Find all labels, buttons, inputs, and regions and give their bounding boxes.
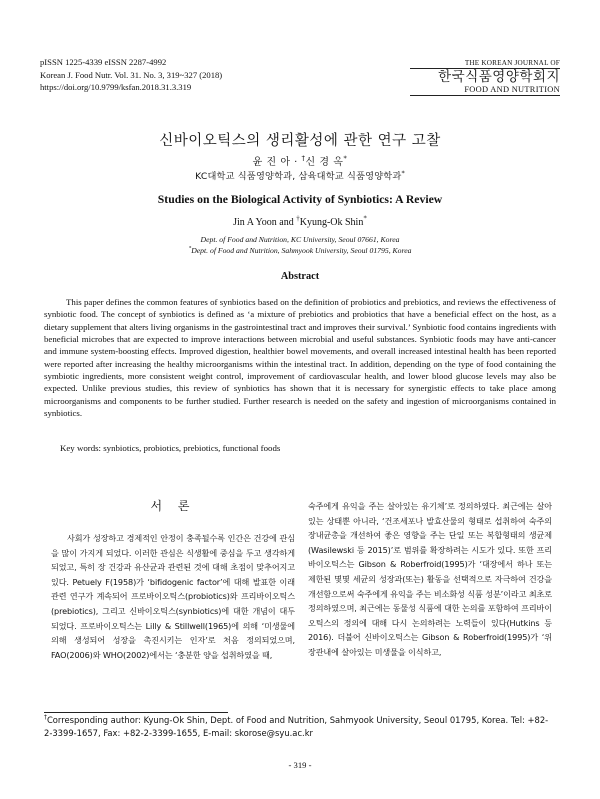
footnote-rule	[44, 712, 228, 713]
body-column-right: 숙주에게 유익을 주는 살아있는 유기체’로 정의하였다. 최근에는 살아있는 상태뿐 아니라, ‘건조세포나 발효산물의 형태로 섭취하여 숙주의 장내균총을 개선하여 좋은 영향을 주는 단일 또는 복합형태의 생균제(Wasilewski 등 2015)’로 범위를 확장하려는 시도가 있다. 또한 프리바이오틱스는 Gibson & Roberfroid(1995)가 ‘대장에서 하나 또는 제한된 몇몇 세균의 성장과(또는) 활동을 선택적으로 자극하여 건강을 개선함으로써 숙주에게 유익을 주는 비소화성 식품 성분’이라고 최초로 정의하였으며, 최근에는 동물성 식품에 대한 논의를 포함하여 프리바이오틱스의 정의에 대해 다시 논의하려는 노력들이 있다(Hutkins 등 2016). 더불어 신바이오틱스는 Gibson & Roberfroid(1995)가 ‘위장관내에 살아있는 미생물을 이식하고,	[308, 501, 552, 657]
affiliation-mark: *	[363, 214, 367, 223]
author-en-2: Kyung-Ok Shin	[299, 217, 364, 228]
corresponding-mark: †	[301, 154, 306, 163]
title-korean: 신바이오틱스의 생리활성에 관한 연구 고찰	[159, 133, 441, 149]
author-ko-2: 신 경 옥	[305, 157, 344, 168]
authors-korean	[0, 153, 600, 168]
affiliation-english	[0, 234, 600, 256]
affiliation-mark: *	[188, 245, 192, 252]
doi-link[interactable]: https://doi.org/10.9799/ksfan.2018.31.3.319	[40, 82, 192, 92]
section-heading-introduction: 서 론	[150, 499, 196, 513]
citation-line: Korean J. Food Nutr. Vol. 31. No. 3, 319~327 (2018)	[40, 69, 223, 80]
journal-logo	[410, 59, 560, 97]
affiliation-en-2: *Dept. of Food and Nutrition, Sahmyook University, Seoul 01795, Korea	[188, 245, 412, 255]
abstract-heading: Abstract	[280, 271, 320, 282]
journal-name-en-bottom: FOOD AND NUTRITION	[464, 85, 560, 94]
title-english: Studies on the Biological Activity of Synbiotics: A Review	[157, 193, 443, 206]
author-ko-1: 윤 진 아 ·	[252, 157, 302, 168]
journal-rule-bottom	[410, 95, 560, 96]
affiliation-ko-text: KC대학교 식품영양학과, 삼육대학교 식품영양학과	[195, 171, 402, 182]
journal-name-ko: 한국식품영양학회지	[438, 69, 560, 85]
citation-block	[40, 56, 222, 94]
affiliation-korean	[0, 168, 600, 182]
page-number: - 319 -	[288, 760, 312, 770]
body-column-left: 사회가 성장하고 경제적인 안정이 충족될수록 인간은 건강에 관심을 많이 가지게 되었다. 이러한 관심은 식생활에 중심을 두고 생각하게 되었고, 특히 장 건강과 유산균과 관련된 것에 대해 초점이 맞추어지고 있다. Petuely F(1958)가 ‘bifidogenic factor’에 대해 발표한 이래 관련 연구가 계속되어 프로바이오틱스(probiotics)와 프리바이오틱스(prebiotics), 그리고 신바이오틱스(synbiotics)에 대한 개념이 대두되었다. 프로바이오틱스는 Lilly & Stillwell(1965)에 의해 ‘미생물에 의해 생성되어 성장을 촉진시키는 인자’로 처음 정의되었으며, FAO(2006)와 WHO(2002)에서는 ‘충분한 양을 섭취하였을 때,	[51, 533, 295, 660]
corresponding-mark: †	[44, 715, 47, 722]
abstract-text: This paper defines the common features of synbiotics based on the definition of probiotics and prebiotics, and reviews the effectiveness of synbiotic food. The concept of synbiotics is defined as ‘a mixture of prebiotics and probiotics that have a beneficial effect on the host, as a dietary supplement that alters living organisms in the gastrointestinal tract and improves their survival.’ Synbiotic food contains ingredients with beneficial microbes that are expected to improve interactions between microbial and useful substances. Synbiotic foods may have anti-cancer and immune system-boosting effects. Improved digestion, healthier bowel movements, and overall increased intestinal health has been reported were reported after increasing the healthy microorganisms within the intestinal tract. In addition, depending on the type of food containing the symbiotic ingredients, more consistent weight control, improvement of cardiovascular health, and lower blood glucose levels may also be expected. Unlike previous studies, this review of synbiotics has shown that it is necessary for synergistic effects to take place among microorganisms and components to be further studied. Further research is needed on the safety and ingestion of microorganisms contained in synbiotics.	[44, 297, 556, 419]
affiliation-mark: *	[401, 168, 405, 177]
affiliation-en-1: Dept. of Food and Nutrition, KC University, Seoul 07661, Korea	[200, 235, 400, 244]
footnote-text: Corresponding author: Kyung-Ok Shin, Dept. of Food and Nutrition, Sahmyook University, Seoul 01795, Korea. Tel: +82-2-3399-1657, Fax: +82-2-3399-1655, E-mail: skorose@syu.ac.kr	[44, 715, 549, 738]
corresponding-author-footnote	[44, 714, 556, 740]
keywords: Key words: synbiotics, probiotics, prebiotics, functional foods	[60, 443, 281, 453]
corresponding-mark: †	[296, 214, 300, 223]
affiliation-mark: *	[343, 154, 348, 163]
author-en-1: Jin A Yoon and	[233, 217, 297, 228]
issn-line: pISSN 1225-4339 eISSN 2287-4992	[40, 57, 167, 67]
journal-name-en-top: THE KOREAN JOURNAL OF	[464, 59, 560, 67]
authors-english	[0, 214, 600, 228]
